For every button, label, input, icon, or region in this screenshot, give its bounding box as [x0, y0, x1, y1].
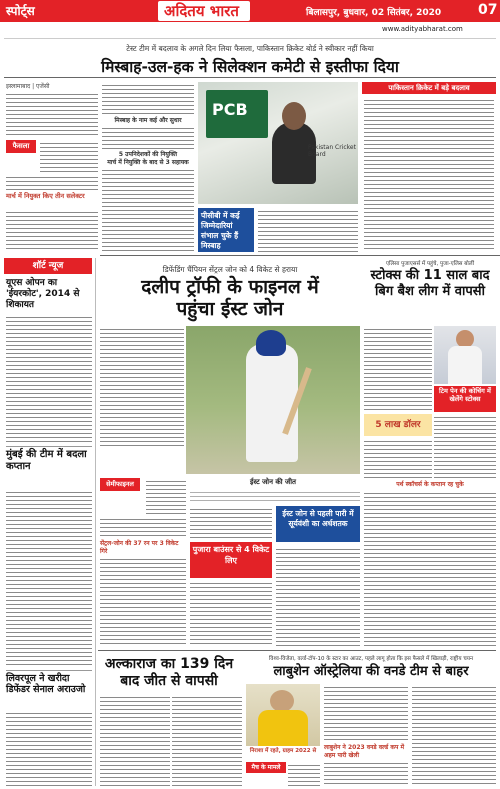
short-story-3-body — [6, 710, 92, 786]
player-helmet — [256, 330, 286, 356]
duleep-kicker: डिफेंडिंग चैंपियन सेंट्रल जोन को 4 विकेट से हराया — [162, 265, 298, 274]
lead-byline: इस्लामाबाद | एजेंसी — [6, 83, 50, 90]
duleep-caption: ईस्ट जोन की जीत — [249, 478, 297, 486]
lead-body-4 — [6, 209, 98, 251]
lead-body-7 — [102, 167, 194, 251]
labuschagne-headline: लाबुशेन ऑस्ट्रेलिया की वनडे टीम से बाहर — [273, 664, 469, 679]
lead-body-1 — [6, 91, 98, 137]
duleep-body-2 — [146, 478, 186, 514]
duleep-headline-1: दलीप ट्रॉफी के फाइनल में — [141, 276, 319, 298]
semifinal-tag: सेमीफाइनल — [100, 478, 140, 491]
lead-caption-text — [258, 208, 358, 252]
duleep-body-1 — [100, 326, 184, 446]
lead-subhead-b: मार्च में नियुक्ति के बाद से 3 सहायक — [107, 159, 189, 166]
pcb-banner: PCB — [212, 100, 248, 119]
rule — [4, 77, 496, 78]
duleep-sub-b: ईस्ट जोन से पहली पारी में सूर्यवंशी का अर्धशतक — [276, 506, 360, 542]
short-story-2-title: मुंबई की टीम में बदला कप्तान — [6, 449, 87, 472]
section-title: स्पोर्ट्स — [6, 4, 35, 18]
person-head — [282, 102, 306, 130]
rule — [4, 38, 496, 39]
labuschagne-shirt — [258, 710, 308, 746]
lead-sub-left: मार्च में नियुक्त किए तीन सलेक्टर — [6, 192, 85, 200]
player-figure — [246, 344, 298, 462]
stokes-headline: स्टोक्स की 11 साल बाद बिग बैश लीग में वापसी — [370, 268, 490, 299]
short-story-1-body — [6, 314, 92, 444]
duleep-headline-2: पहुंचा ईस्ट जोन — [176, 298, 284, 320]
board-text: Pakistan Cricket Board — [308, 144, 356, 158]
stokes-photo — [434, 326, 496, 384]
alcaraz-body-2 — [172, 694, 242, 786]
stokes-body-4 — [364, 490, 496, 646]
misbah-photo — [198, 82, 358, 204]
lead-headline: मिस्बाह-उल-हक ने सिलेक्शन कमेटी से इस्तीफा दिया — [101, 58, 399, 76]
labuschagne-body-3 — [412, 684, 496, 786]
rule — [98, 650, 496, 651]
duleep-caption-text — [190, 489, 360, 503]
stokes-side-box-4: 5 लाख डॉलर — [364, 414, 432, 436]
lead-body-5 — [102, 82, 194, 114]
short-news-header: शॉर्ट न्यूज — [4, 258, 92, 274]
stokes-side-box-2: टिम पेन की कोचिंग में खेलेंगे स्टोक्स — [434, 386, 496, 412]
page-number: 07 — [478, 2, 498, 18]
short-story-2-body — [6, 489, 92, 667]
stokes-header: एलिसा पुजाएसर्स में पहुंचे, पुजा-एलिस बोलीं — [385, 261, 474, 267]
lead-kicker: टेस्ट टीम में बदलाव के अगले दिन लिया फैसला, पाकिस्तान क्रिकेट बोर्ड ने स्वीकार नहीं किया — [126, 44, 374, 53]
stokes-body-2 — [434, 414, 496, 478]
duleep-sub-c: सेंट्रल-जोन की 37 रन पर 3 विकेट गिरे — [100, 540, 179, 555]
duleep-body-4 — [100, 556, 186, 646]
rule — [6, 446, 92, 447]
column-rule — [95, 258, 96, 786]
labuschagne-body-0 — [288, 762, 320, 786]
labuschagne-sub-story: लाबुशेन ने 2023 वनडे वर्ल्ड कप में अहम पारी खेली — [324, 744, 405, 759]
duleep-body-5 — [190, 506, 272, 540]
lead-blue-box: पीसीबी में कई जिम्मेदारियां संभाल चुके हैं मिस्बाह — [198, 208, 254, 252]
website-url: www.adityabharat.com — [382, 25, 463, 33]
rule — [6, 670, 92, 671]
duleep-body-6 — [190, 580, 272, 646]
duleep-body-3 — [100, 516, 186, 538]
rule — [100, 255, 500, 256]
labuschagne-body-1 — [324, 684, 408, 742]
duleep-body-7 — [276, 546, 360, 646]
labuschagne-red-tag: मैच के मामले — [246, 762, 286, 773]
labuschagne-kicker: विश्व-विजेता, वर्ल्ड-टॉप-10 के स्टार का आउट, पहले लागू होता कि इस फैसले में खिलाड़ी, राष्ट्रीय चयन — [268, 656, 473, 662]
stokes-body-1 — [364, 326, 432, 412]
stokes-body-3 — [364, 438, 432, 478]
alcaraz-headline: अल्काराज का 139 दिन बाद जीत से वापसी — [104, 656, 234, 689]
dateline: बिलासपुर, बुधवार, 02 सितंबर, 2020 — [306, 8, 442, 18]
alcaraz-body-1 — [100, 694, 170, 786]
lead-red-tag: फैसला — [6, 140, 36, 153]
lead-mid-heading: मिस्बाह के नाम कई और सुधार — [114, 117, 182, 124]
labuschagne-caption: निराशा में रहते, ग्राहम 2022 से — [249, 748, 317, 754]
labuschagne-body-2 — [324, 760, 408, 786]
duleep-sub-a: पुजारा बाउंसर से 4 विकेट लिए — [190, 542, 272, 578]
lead-body-2 — [40, 140, 98, 172]
lead-subhead-a: 5 उपनिदेशकों की नियुक्ति — [118, 151, 178, 158]
changes-box-body — [364, 97, 494, 251]
short-story-1-title: यूएस ओपन का 'ईयरकोट', 2014 से शिकायत — [6, 278, 80, 310]
duleep-photo — [186, 326, 360, 474]
newspaper-logo: अदितय भारत — [164, 2, 239, 20]
stokes-sub: पर्थ स्कॉचर्स के कप्तान रह चुके — [396, 481, 464, 488]
labuschagne-photo — [246, 684, 320, 746]
lead-body-6 — [102, 125, 194, 149]
stokes-body — [448, 346, 482, 384]
short-story-3-title: लिवरपूल ने खरीदा डिफेंडर सेनाल अराउजो — [6, 673, 86, 695]
changes-box-title: पाकिस्तान क्रिकेट में बड़े बदलाव — [362, 82, 496, 94]
lead-body-3 — [6, 174, 98, 190]
labuschagne-head — [270, 690, 294, 712]
